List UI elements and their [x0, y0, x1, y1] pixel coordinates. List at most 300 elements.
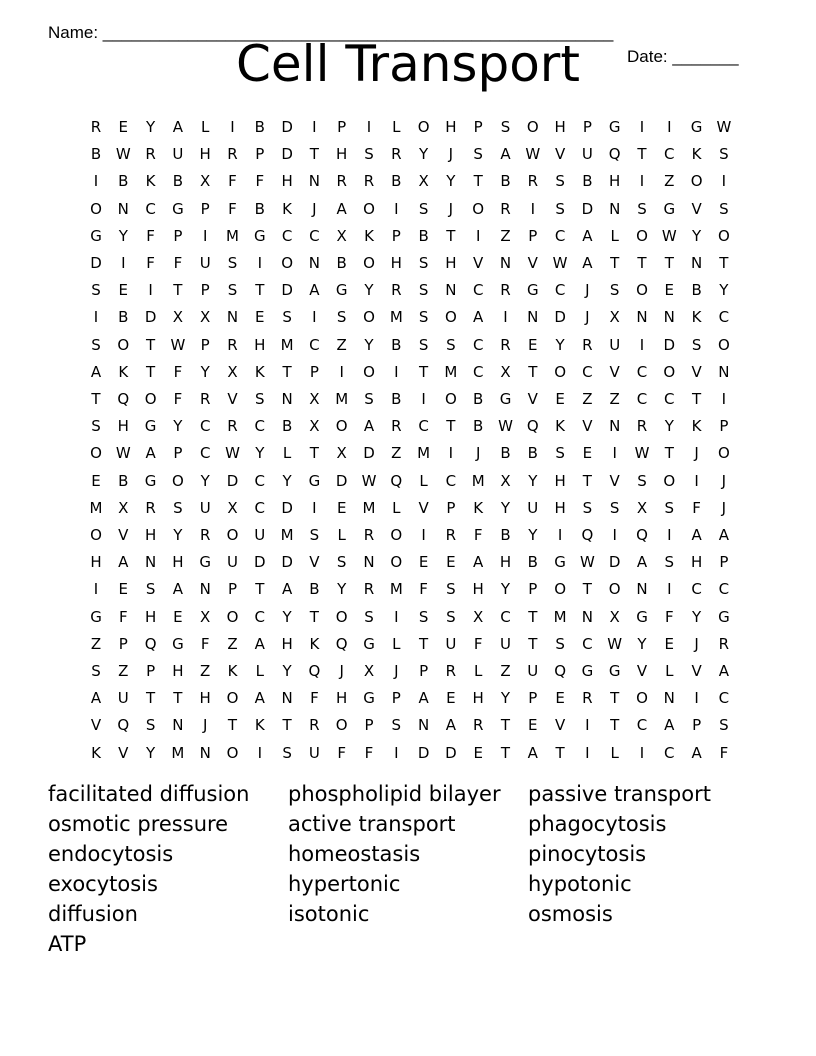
grid-letter: P	[173, 226, 183, 245]
grid-letter: B	[500, 444, 511, 463]
grid-letter: P	[391, 689, 401, 708]
grid-letter: I	[421, 390, 426, 408]
grid-letter: I	[339, 362, 344, 381]
grid-letter: I	[394, 743, 399, 762]
grid-letter: X	[500, 471, 511, 490]
grid-letter: A	[636, 553, 648, 572]
grid-letter: T	[500, 716, 511, 735]
grid-letter: V	[609, 362, 620, 381]
grid-letter: T	[582, 580, 592, 599]
grid-letter: N	[226, 308, 239, 327]
grid-letter: I	[639, 118, 645, 136]
grid-letter: R	[527, 172, 539, 191]
grid-letter: T	[309, 444, 319, 463]
grid-letter: D	[144, 308, 157, 327]
grid-row	[81, 223, 747, 249]
grid-letter: O	[281, 254, 293, 272]
grid-letter: M	[471, 471, 485, 490]
grid-letter: J	[694, 444, 699, 463]
grid-letter: A	[90, 689, 102, 708]
grid-letter: N	[663, 689, 675, 708]
grid-letter: O	[717, 335, 730, 354]
grid-letter: P	[200, 281, 210, 300]
grid-row	[81, 740, 747, 766]
grid-letter: W	[716, 118, 732, 136]
grid-letter: E	[555, 689, 565, 708]
grid-letter: H	[144, 526, 157, 544]
grid-letter: H	[609, 172, 621, 191]
grid-letter: V	[309, 553, 320, 572]
grid-letter: Y	[500, 689, 511, 708]
grid-letter: A	[527, 743, 538, 762]
grid-letter: U	[199, 498, 211, 517]
grid-letter: J	[721, 498, 727, 517]
grid-letter: X	[363, 662, 375, 680]
grid-letter: O	[444, 308, 457, 327]
grid-row	[81, 413, 747, 439]
grid-letter: F	[173, 362, 183, 381]
grid-letter: I	[667, 118, 672, 136]
grid-letter: R	[309, 716, 320, 735]
grid-letter: P	[528, 226, 538, 245]
grid-letter: X	[200, 308, 211, 327]
grid-letter: I	[721, 390, 727, 408]
grid-letter: A	[500, 145, 511, 164]
grid-letter: C	[582, 362, 593, 381]
grid-letter: D	[417, 743, 430, 762]
grid-letter: O	[554, 580, 566, 599]
grid-letter: M	[226, 226, 239, 245]
grid-letter: Y	[173, 417, 183, 436]
grid-letter: P	[446, 498, 456, 517]
grid-letter: G	[690, 118, 703, 136]
grid-letter: E	[473, 743, 483, 762]
grid-letter: D	[445, 743, 457, 762]
grid-letter: G	[581, 662, 594, 680]
grid-letter: X	[336, 226, 347, 245]
grid-letter: N	[609, 417, 621, 436]
grid-row	[81, 168, 747, 194]
grid-letter: S	[309, 526, 320, 544]
grid-letter: A	[473, 308, 484, 327]
grid-letter: I	[148, 281, 153, 300]
grid-letter: T	[446, 226, 456, 245]
grid-letter: Y	[282, 607, 292, 626]
grid-letter: C	[199, 417, 211, 436]
grid-letter: I	[639, 172, 645, 191]
word-bank-item: isotonic	[288, 902, 370, 926]
grid-letter: A	[473, 553, 484, 572]
grid-letter: L	[392, 634, 401, 653]
grid-letter: L	[474, 662, 483, 680]
grid-letter: X	[609, 308, 620, 327]
grid-letter: X	[227, 498, 238, 517]
grid-letter: F	[310, 689, 319, 708]
grid-letter: I	[394, 199, 399, 218]
grid-letter: A	[118, 553, 129, 572]
word-bank-item: osmotic pressure	[48, 812, 229, 836]
grid-letter: A	[336, 199, 347, 218]
word-bank-item: phospholipid bilayer	[288, 782, 501, 806]
grid-letter: H	[336, 145, 348, 164]
grid-letter: B	[473, 417, 484, 436]
grid-letter: R	[199, 390, 211, 408]
grid-letter: W	[552, 254, 568, 272]
grid-row	[81, 631, 747, 657]
grid-letter: N	[308, 254, 320, 272]
grid-letter: K	[691, 145, 702, 164]
grid-letter: I	[93, 308, 99, 327]
grid-row	[81, 658, 747, 684]
grid-letter: E	[555, 390, 565, 408]
grid-letter: Y	[419, 145, 429, 164]
grid-letter: H	[199, 689, 211, 708]
grid-letter: G	[308, 471, 321, 490]
grid-letter: A	[309, 281, 320, 300]
grid-letter: P	[146, 662, 156, 680]
grid-letter: S	[418, 199, 429, 218]
grid-letter: B	[500, 526, 511, 544]
grid-letter: M	[280, 335, 294, 354]
grid-letter: V	[691, 662, 702, 680]
grid-letter: Z	[391, 444, 402, 463]
grid-letter: T	[282, 362, 292, 381]
grid-letter: A	[363, 417, 375, 436]
grid-letter: F	[228, 172, 237, 191]
grid-letter: V	[691, 199, 702, 218]
grid-letter: N	[199, 580, 211, 599]
letter-grid	[81, 114, 747, 760]
grid-letter: T	[473, 172, 483, 191]
grid-letter: T	[664, 444, 674, 463]
grid-letter: F	[473, 634, 483, 653]
grid-letter: C	[472, 281, 484, 300]
grid-letter: T	[227, 716, 238, 735]
grid-letter: K	[145, 172, 156, 191]
grid-letter: D	[281, 118, 293, 136]
grid-row	[81, 604, 747, 630]
grid-letter: V	[609, 471, 620, 490]
grid-letter: G	[144, 417, 157, 436]
grid-row	[81, 196, 747, 222]
grid-letter: S	[555, 444, 565, 463]
grid-letter: E	[255, 308, 265, 327]
grid-letter: G	[253, 226, 266, 245]
grid-letter: O	[636, 281, 648, 300]
grid-letter: O	[717, 226, 730, 245]
grid-letter: L	[255, 662, 264, 680]
grid-letter: W	[498, 417, 513, 436]
grid-row	[81, 332, 747, 358]
grid-letter: C	[254, 417, 266, 436]
grid-letter: K	[691, 417, 702, 436]
grid-letter: X	[118, 498, 129, 517]
grid-letter: V	[473, 254, 484, 272]
grid-letter: I	[202, 226, 208, 245]
grid-letter: S	[664, 498, 675, 517]
grid-letter: E	[91, 471, 101, 490]
grid-letter: S	[91, 335, 101, 354]
grid-letter: E	[418, 553, 429, 572]
grid-letter: S	[145, 716, 156, 735]
grid-letter: A	[145, 444, 156, 463]
grid-letter: O	[90, 199, 102, 218]
grid-letter: C	[254, 498, 266, 517]
grid-letter: S	[719, 199, 729, 218]
grid-letter: S	[282, 308, 292, 327]
grid-letter: P	[255, 145, 265, 164]
grid-letter: S	[418, 281, 429, 300]
grid-letter: L	[201, 118, 210, 136]
grid-letter: E	[446, 553, 456, 572]
grid-letter: S	[719, 145, 729, 164]
grid-letter: Q	[581, 526, 594, 544]
grid-letter: Z	[200, 662, 211, 680]
word-bank-item: osmosis	[528, 902, 613, 926]
grid-letter: O	[363, 308, 375, 327]
grid-letter: U	[227, 553, 238, 572]
grid-letter: F	[473, 526, 483, 544]
grid-letter: R	[500, 335, 511, 354]
grid-letter: S	[637, 471, 647, 490]
grid-letter: C	[500, 607, 511, 626]
grid-letter: I	[585, 743, 590, 762]
grid-letter: R	[227, 145, 238, 164]
grid-row	[81, 114, 747, 140]
grid-letter: J	[448, 145, 454, 164]
grid-letter: O	[90, 444, 102, 463]
grid-letter: Z	[118, 662, 129, 680]
grid-letter: V	[418, 498, 429, 517]
grid-letter: P	[227, 580, 238, 599]
grid-letter: I	[312, 118, 317, 136]
grid-letter: Y	[637, 634, 647, 653]
grid-letter: I	[503, 308, 508, 327]
grid-letter: X	[473, 607, 484, 626]
grid-letter: N	[363, 553, 375, 572]
grid-letter: P	[309, 362, 319, 381]
grid-letter: J	[202, 716, 208, 735]
grid-letter: W	[170, 335, 186, 354]
grid-letter: F	[255, 172, 265, 191]
grid-letter: S	[418, 335, 429, 354]
grid-letter: V	[527, 390, 538, 408]
grid-letter: Q	[144, 634, 157, 653]
grid-letter: W	[661, 226, 677, 245]
word-bank-item: endocytosis	[48, 842, 174, 866]
grid-letter: L	[337, 526, 346, 544]
grid-letter: A	[172, 580, 184, 599]
grid-letter: R	[391, 281, 402, 300]
grid-letter: P	[719, 553, 729, 572]
grid-letter: X	[336, 444, 347, 463]
grid-letter: W	[579, 553, 595, 572]
grid-row	[81, 712, 747, 738]
grid-letter: G	[172, 634, 184, 653]
grid-letter: M	[89, 498, 103, 517]
grid-letter: O	[90, 526, 102, 544]
grid-letter: C	[254, 471, 266, 490]
grid-letter: G	[608, 662, 621, 680]
grid-letter: T	[255, 281, 265, 300]
grid-letter: G	[363, 689, 375, 708]
grid-letter: C	[636, 716, 648, 735]
grid-letter: I	[421, 526, 426, 544]
grid-letter: A	[582, 254, 593, 272]
grid-letter: B	[418, 226, 429, 245]
grid-letter: R	[636, 417, 648, 436]
grid-letter: H	[499, 553, 512, 572]
grid-letter: B	[336, 254, 347, 272]
grid-letter: R	[391, 417, 402, 436]
grid-letter: I	[667, 580, 672, 599]
grid-letter: R	[472, 716, 484, 735]
grid-letter: X	[309, 390, 320, 408]
grid-letter: O	[554, 362, 566, 381]
word-bank-item: hypertonic	[288, 872, 401, 896]
grid-row	[81, 549, 747, 575]
grid-letter: U	[445, 634, 457, 653]
grid-letter: J	[694, 634, 699, 653]
grid-letter: O	[117, 335, 130, 354]
grid-letter: R	[500, 281, 511, 300]
grid-letter: R	[363, 526, 375, 544]
grid-letter: P	[528, 689, 538, 708]
grid-letter: U	[609, 335, 621, 354]
grid-letter: D	[581, 199, 594, 218]
grid-letter: R	[90, 118, 102, 136]
grid-letter: T	[173, 689, 183, 708]
grid-letter: N	[308, 172, 320, 191]
grid-letter: A	[418, 689, 429, 708]
grid-letter: U	[500, 634, 511, 653]
grid-letter: N	[690, 254, 703, 272]
grid-letter: U	[117, 689, 129, 708]
grid-letter: T	[664, 254, 674, 272]
grid-letter: P	[173, 444, 183, 463]
grid-row	[81, 495, 747, 521]
grid-letter: C	[718, 308, 730, 327]
grid-letter: K	[364, 226, 374, 245]
grid-letter: P	[419, 662, 429, 680]
grid-letter: I	[639, 335, 645, 354]
grid-letter: C	[472, 335, 484, 354]
grid-letter: O	[472, 199, 485, 218]
grid-letter: G	[90, 607, 102, 626]
grid-letter: R	[582, 689, 593, 708]
grid-row	[81, 468, 747, 494]
grid-letter: S	[418, 308, 429, 327]
grid-letter: H	[336, 689, 348, 708]
grid-letter: J	[721, 471, 727, 490]
grid-letter: P	[473, 118, 483, 136]
grid-letter: S	[555, 199, 565, 218]
grid-row	[81, 141, 747, 167]
grid-letter: I	[694, 471, 699, 490]
grid-letter: Q	[636, 526, 648, 544]
grid-letter: Y	[282, 662, 292, 680]
grid-letter: Q	[335, 634, 348, 653]
grid-letter: Y	[364, 335, 374, 354]
grid-letter: T	[146, 689, 156, 708]
grid-letter: S	[227, 281, 238, 300]
grid-letter: B	[391, 390, 402, 408]
grid-letter: C	[281, 226, 293, 245]
grid-letter: C	[254, 607, 266, 626]
grid-letter: Z	[90, 634, 102, 653]
grid-letter: T	[610, 689, 620, 708]
grid-row	[81, 685, 747, 711]
grid-letter: B	[527, 553, 538, 572]
grid-letter: C	[582, 634, 593, 653]
grid-letter: B	[391, 335, 402, 354]
grid-letter: S	[500, 118, 511, 136]
grid-letter: N	[417, 716, 430, 735]
grid-letter: Z	[336, 335, 347, 354]
grid-letter: T	[637, 254, 647, 272]
grid-letter: Q	[554, 662, 566, 680]
grid-letter: I	[312, 308, 317, 327]
grid-letter: L	[392, 498, 401, 517]
grid-letter: S	[555, 634, 565, 653]
grid-letter: S	[609, 281, 620, 300]
grid-letter: C	[554, 226, 566, 245]
word-bank-item: diffusion	[48, 902, 138, 926]
grid-letter: M	[417, 444, 431, 463]
grid-letter: R	[227, 417, 238, 436]
grid-letter: S	[664, 553, 675, 572]
grid-letter: Q	[308, 662, 321, 680]
grid-letter: N	[172, 716, 184, 735]
grid-letter: R	[363, 172, 375, 191]
grid-letter: R	[145, 498, 156, 517]
grid-letter: Y	[146, 118, 156, 136]
grid-letter: N	[199, 743, 211, 762]
grid-letter: L	[665, 662, 674, 680]
grid-letter: F	[118, 607, 128, 626]
grid-letter: Q	[526, 417, 539, 436]
grid-letter: H	[254, 335, 266, 354]
grid-letter: K	[254, 716, 265, 735]
grid-letter: Y	[337, 580, 347, 599]
grid-letter: T	[419, 634, 429, 653]
word-column	[528, 779, 768, 929]
grid-letter: T	[637, 145, 647, 164]
grid-letter: P	[719, 417, 729, 436]
grid-letter: T	[91, 390, 101, 408]
grid-letter: A	[582, 226, 593, 245]
grid-letter: V	[554, 145, 566, 164]
grid-letter: Z	[500, 662, 511, 680]
grid-letter: V	[527, 254, 538, 272]
grid-letter: F	[664, 607, 674, 626]
grid-letter: Y	[692, 607, 702, 626]
grid-letter: X	[609, 607, 620, 626]
grid-letter: D	[363, 444, 375, 463]
grid-letter: S	[446, 580, 456, 599]
grid-letter: D	[663, 335, 676, 354]
date-field-label: Date: _______	[627, 47, 739, 66]
grid-letter: E	[118, 580, 129, 599]
grid-letter: C	[691, 580, 702, 599]
grid-letter: I	[394, 607, 399, 626]
grid-letter: E	[118, 118, 129, 136]
grid-row	[81, 386, 747, 412]
grid-letter: B	[172, 172, 184, 191]
grid-letter: M	[362, 498, 376, 517]
grid-letter: D	[281, 145, 293, 164]
grid-letter: S	[446, 607, 456, 626]
